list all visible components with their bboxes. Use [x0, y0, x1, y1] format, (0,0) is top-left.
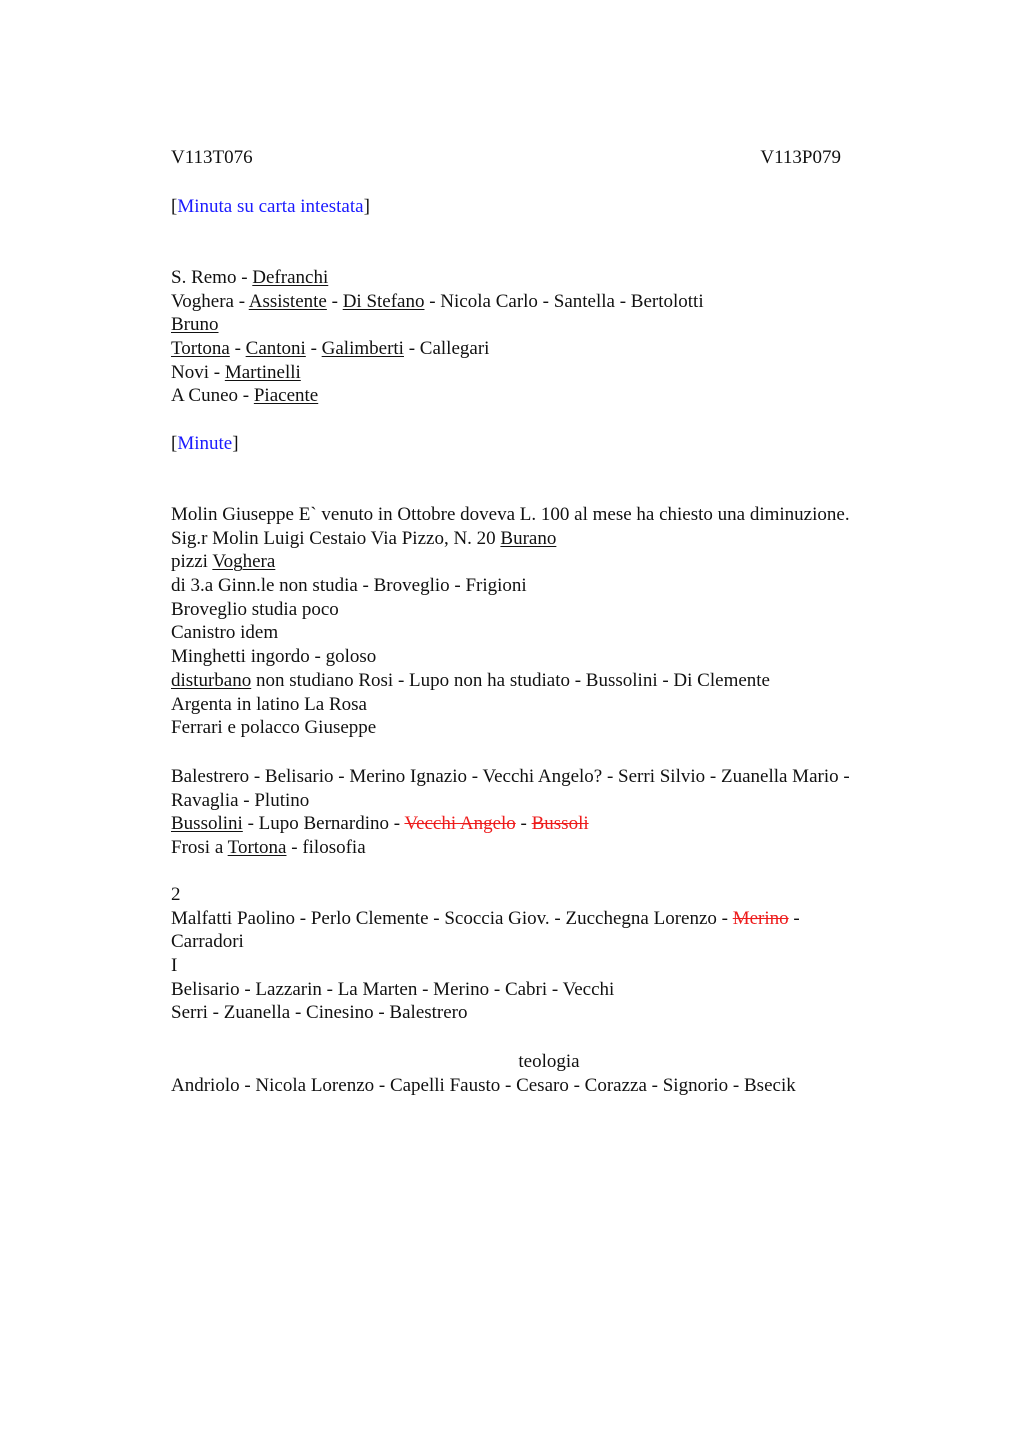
class-number: I — [171, 955, 178, 977]
underlined-name: Tortona — [227, 837, 287, 859]
text: - Lupo Bernardino - — [242, 813, 405, 835]
names-line: Serri - Zuanella - Cinesino - Balestrero — [171, 1002, 468, 1024]
line-bruno — [171, 313, 931, 337]
names-line: Andriolo - Nicola Lorenzo - Capelli Fausto - Cesaro - Corazza - Signorio - Bsecik — [171, 1074, 796, 1096]
code-right: V113P079 — [760, 147, 841, 168]
text: Novi - — [171, 361, 225, 383]
section-label-minute: [Minute] — [171, 433, 239, 454]
deleted-name: Bussoli — [531, 813, 589, 835]
note-line: Argenta in latino La Rosa — [171, 693, 367, 715]
note-line — [171, 669, 931, 693]
line-novi — [171, 361, 931, 385]
note-line — [171, 550, 931, 574]
text: Sig.r Molin Luigi Cestaio Via Pizzo, N. 20 — [171, 527, 501, 549]
underlined-name: Galimberti — [321, 338, 404, 360]
section-notes — [171, 503, 931, 740]
underlined-name: Assistente — [248, 290, 327, 312]
note-line: di 3.a Ginn.le non studia - Broveglio - Frigioni — [171, 575, 527, 597]
text: Frosi a — [171, 837, 228, 859]
note-line — [171, 527, 931, 551]
names-line: Belisario - Lazzarin - La Marten - Merino - Cabri - Vecchi — [171, 978, 615, 1000]
document-codes — [171, 146, 841, 170]
text: - filosofia — [286, 837, 366, 859]
code-left: V113T076 — [171, 147, 253, 168]
underlined-name: Piacente — [253, 385, 319, 407]
names-line: Balestrero - Belisario - Merino Ignazio - Vecchi Angelo? - Serri Silvio - Zuanella Mario - — [171, 766, 850, 787]
section-teologia — [171, 1050, 931, 1097]
section-names-list — [171, 765, 931, 860]
teologia-heading: teologia — [518, 1051, 580, 1072]
deleted-name: Merino — [732, 907, 789, 929]
text: - — [515, 813, 532, 835]
names-line — [171, 836, 931, 860]
line-cuneo — [171, 384, 931, 408]
section-label-minuta: [Minuta su carta intestata] — [171, 196, 370, 217]
underlined-word: disturbano — [171, 669, 252, 691]
underlined-name: Bruno — [171, 314, 219, 336]
section-places — [171, 266, 931, 408]
underlined-name: Bussolini — [171, 813, 243, 835]
underlined-name: Voghera — [212, 551, 276, 573]
note-line: Broveglio studia poco — [171, 598, 339, 620]
text: Malfatti Paolino - Perlo Clemente - Scoccia Giov. - Zucchegna Lorenzo - — [171, 907, 733, 929]
underlined-name: Martinelli — [224, 361, 301, 383]
names-line — [171, 907, 931, 931]
underlined-name: Defranchi — [252, 267, 329, 288]
text: Voghera - — [171, 290, 249, 312]
underlined-name: Di Stefano — [342, 290, 425, 312]
section-classes — [171, 883, 931, 1025]
underlined-name: Tortona — [171, 338, 230, 360]
names-line: Carradori — [171, 931, 244, 953]
text: - Callegari — [403, 338, 490, 360]
names-line — [171, 812, 931, 836]
note-line: Ferrari e polacco Giuseppe — [171, 717, 377, 739]
note-line: Molin Giuseppe E` venuto in Ottobre doveva L. 100 al mese ha chiesto una diminuzione. — [171, 504, 850, 525]
text: pizzi — [171, 551, 213, 573]
underlined-name: Cantoni — [245, 338, 306, 360]
text: - — [788, 907, 800, 929]
text: - Nicola Carlo - Santella - Bertolotti — [424, 290, 704, 312]
note-line: Canistro idem — [171, 622, 279, 644]
text: A Cuneo - — [171, 385, 254, 407]
section-label-text: Minuta su carta intestata — [177, 196, 364, 217]
line-sremo — [171, 266, 931, 290]
note-line: Minghetti ingordo - goloso — [171, 646, 377, 668]
text: - — [305, 338, 322, 360]
line-voghera — [171, 290, 931, 314]
underlined-name: Burano — [500, 527, 557, 549]
text: S. Remo - — [171, 267, 253, 288]
class-number: 2 — [171, 884, 181, 905]
text: - — [229, 338, 246, 360]
deleted-name: Vecchi Angelo — [404, 813, 516, 835]
section-label-text: Minute — [177, 433, 233, 454]
line-tortona — [171, 337, 931, 361]
names-line: Ravaglia - Plutino — [171, 789, 310, 811]
text: - — [326, 290, 343, 312]
text: non studiano Rosi - Lupo non ha studiato - Bussolini - Di Clemente — [251, 669, 770, 691]
